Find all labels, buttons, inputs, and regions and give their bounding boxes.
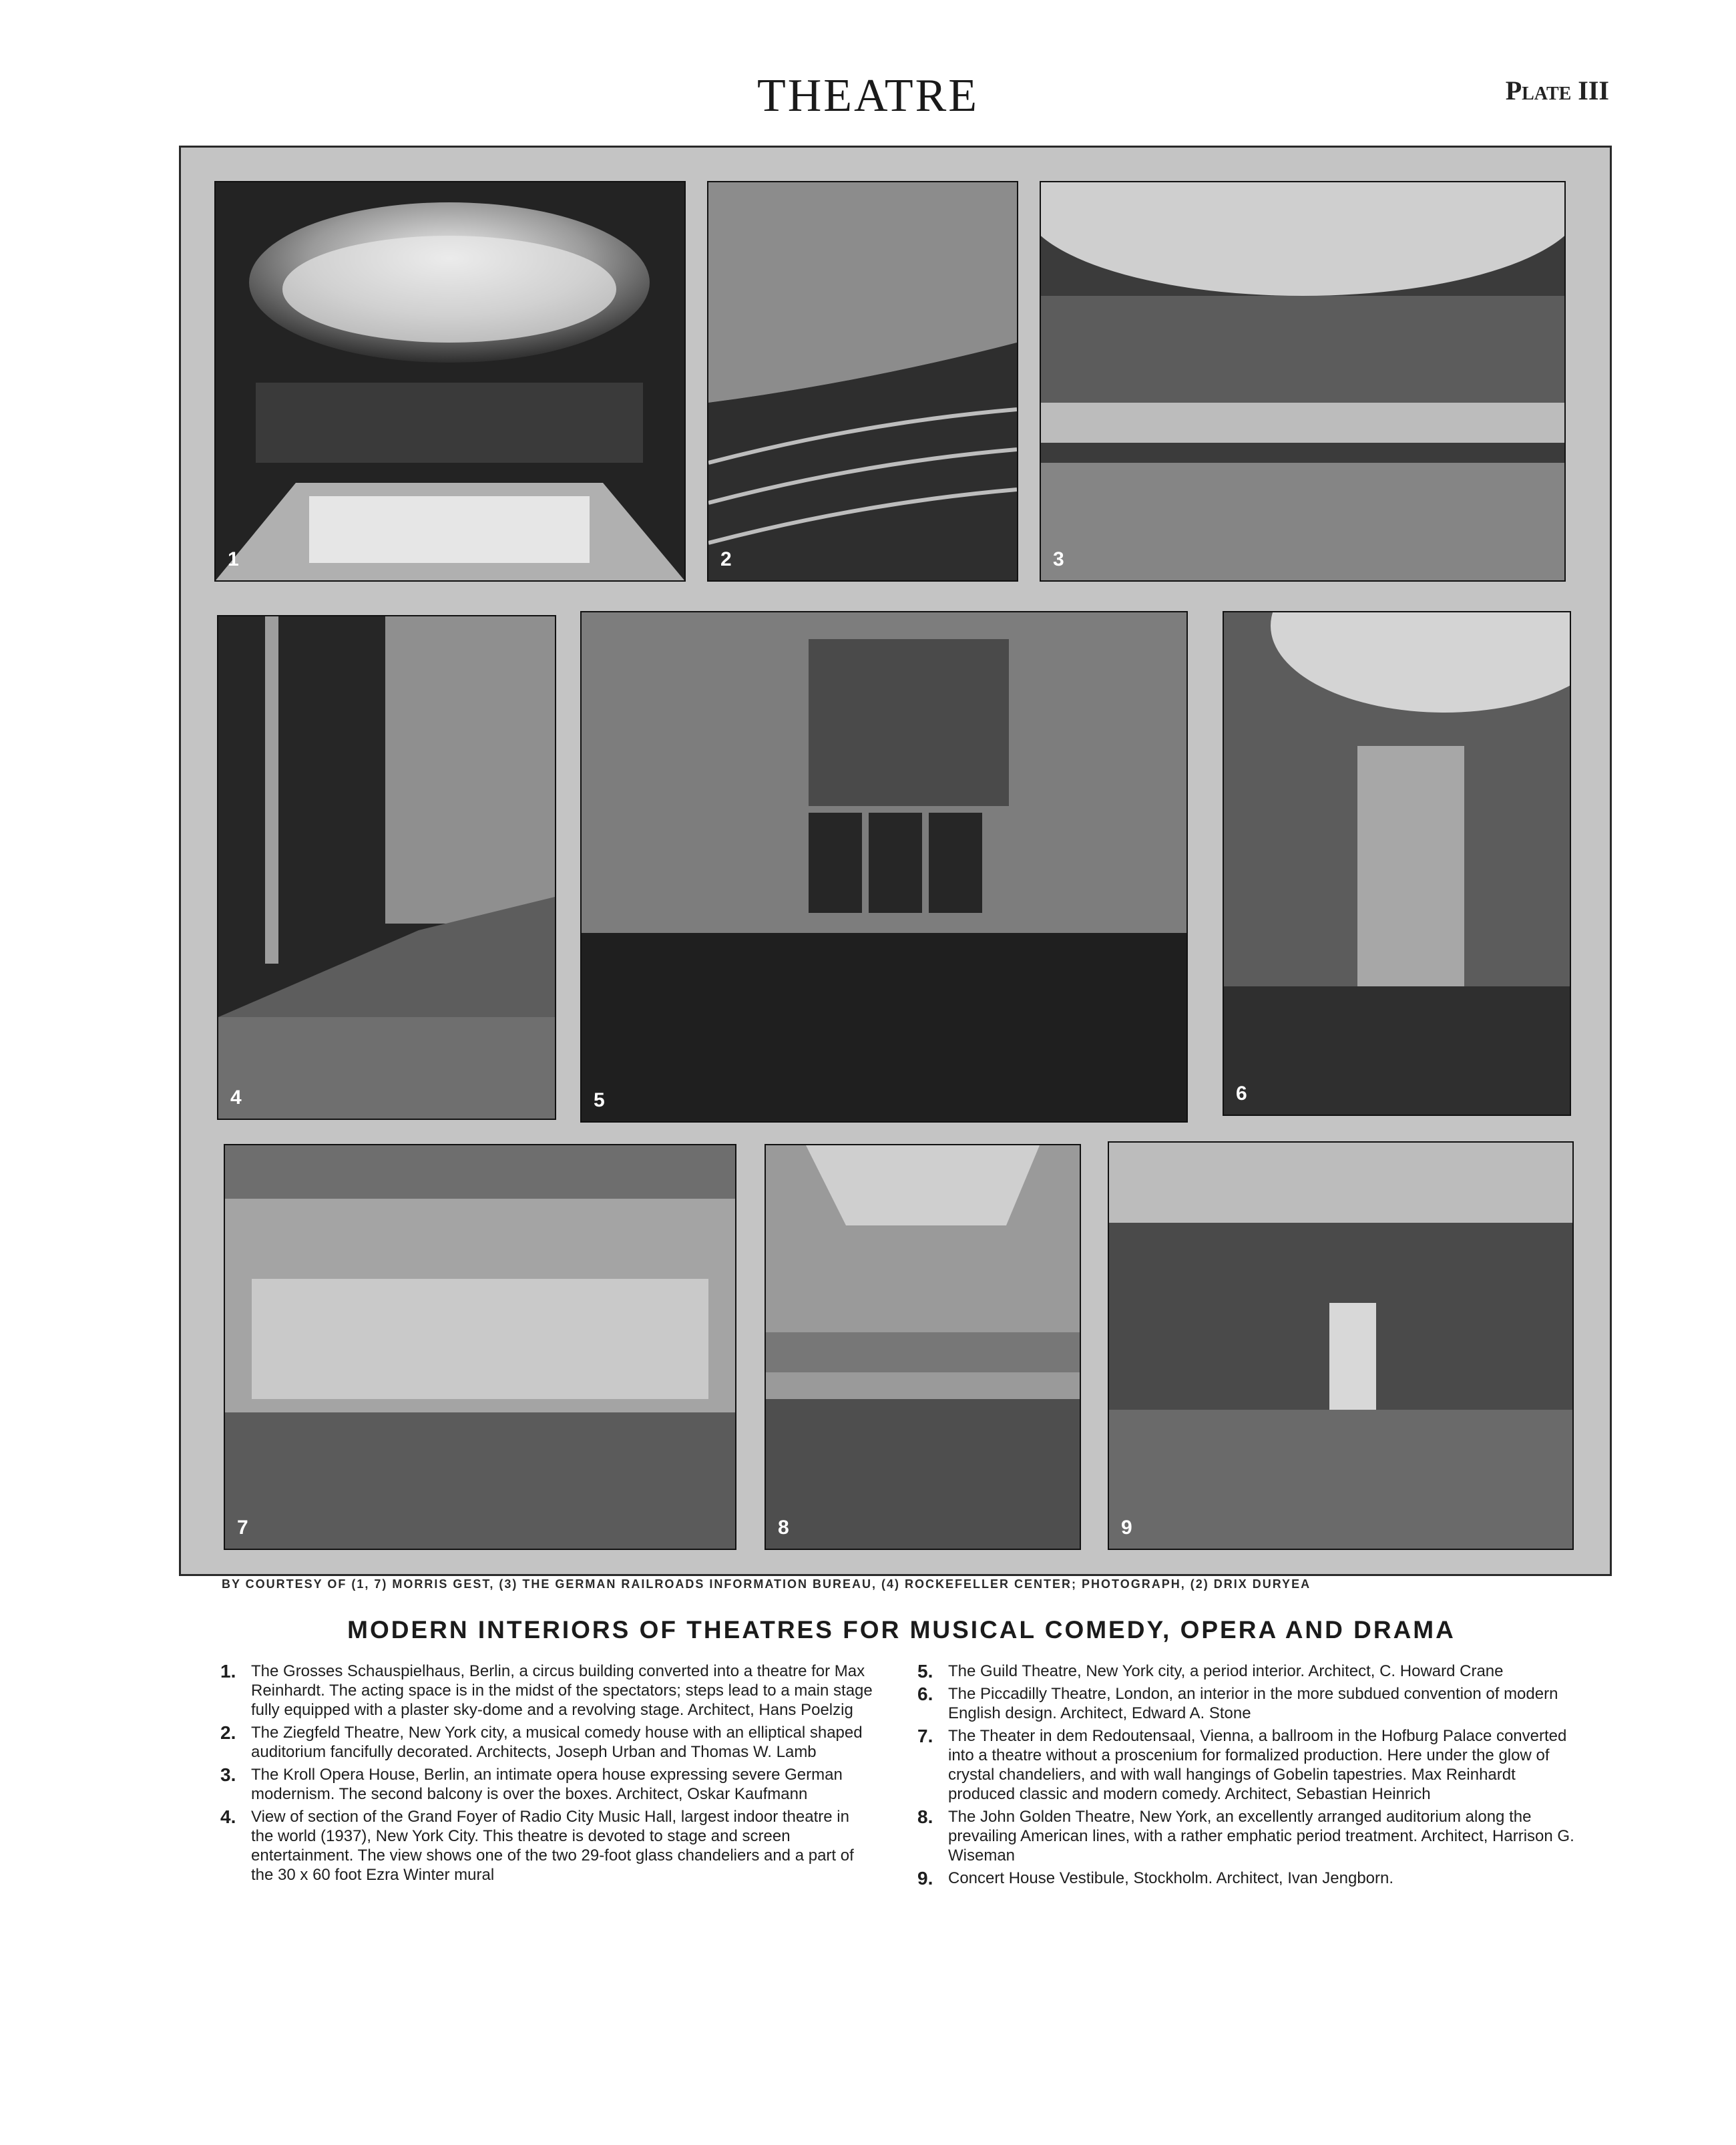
- kroll-opera-photo-icon: [1041, 182, 1564, 580]
- piccadilly-theatre-photo-icon: [1224, 612, 1570, 1115]
- caption-2: [220, 1723, 873, 1762]
- caption-number: 9.: [917, 1868, 933, 1889]
- captions-left: [220, 1662, 873, 1888]
- caption-number: 2.: [220, 1722, 236, 1743]
- ziegfeld-theatre-photo-icon: [708, 182, 1017, 580]
- photo-number: 2: [720, 548, 732, 570]
- caption-text: View of section of the Grand Foyer of Radio City Music Hall, largest indoor theatre in the world (1937), New York City. This theatre is devoted to stage and screen entertainment. The view shows one of the two 29-foot glass chandeliers and a part of the 30 x 60 foot Ezra Winter mural: [251, 1808, 854, 1884]
- plate-label: Plate III: [1505, 75, 1609, 106]
- caption-text: Concert House Vestibule, Stockholm. Architect, Ivan Jengborn.: [948, 1869, 1394, 1887]
- radio-city-foyer-photo-icon: [218, 616, 555, 1119]
- photo-number: 5: [594, 1089, 605, 1111]
- photo-number: 6: [1236, 1083, 1247, 1105]
- photo-2: [707, 181, 1018, 582]
- concert-house-vestibule-photo-icon: [1109, 1143, 1572, 1549]
- caption-number: 3.: [220, 1764, 236, 1785]
- caption-7: [917, 1726, 1578, 1804]
- photo-number: 1: [228, 548, 239, 570]
- photo-1: [214, 181, 686, 582]
- photo-5: [580, 611, 1188, 1123]
- photo-4: [217, 615, 556, 1120]
- grosses-schauspielhaus-photo-icon: [216, 182, 684, 580]
- caption-4: [220, 1807, 873, 1885]
- caption-9: [917, 1869, 1578, 1888]
- photo-number: 8: [778, 1517, 789, 1539]
- section-heading: MODERN INTERIORS OF THEATRES FOR MUSICAL COMEDY, OPERA AND DRAMA: [347, 1616, 1456, 1643]
- caption-number: 5.: [917, 1661, 933, 1682]
- caption-8: [917, 1807, 1578, 1865]
- photo-number: 4: [230, 1087, 242, 1109]
- photo-number: 3: [1053, 548, 1064, 570]
- page-title: THEATRE: [756, 70, 980, 122]
- caption-text: The Kroll Opera House, Berlin, an intimate opera house expressing severe German modernism. The second balcony is over the boxes. Architect, Oskar Kaufmann: [251, 1766, 843, 1803]
- caption-5: [917, 1662, 1578, 1681]
- caption-1: [220, 1662, 873, 1720]
- caption-number: 4.: [220, 1806, 236, 1827]
- photo-6: [1223, 611, 1571, 1116]
- caption-number: 6.: [917, 1684, 933, 1704]
- caption-text: The Theater in dem Redoutensaal, Vienna, a ballroom in the Hofburg Palace converted into a theatre without a proscenium for formalized production. Here under the glow of crystal chandeliers, and with wall hangings of Gobelin tapestries. Max Reinhardt produced classic and modern comedy. Architect, Sebastian Heinrich: [948, 1727, 1567, 1803]
- caption-text: The Grosses Schauspielhaus, Berlin, a circus building converted into a theatre for Max Reinhardt. The acting space is in the midst of the spectators; steps lead to a main stage fully equipped with a plaster sky-dome and a revolving stage. Architect, Hans Poelzig: [251, 1662, 873, 1719]
- redoutensaal-photo-icon: [225, 1145, 735, 1549]
- photo-number: 9: [1121, 1517, 1132, 1539]
- caption-number: 8.: [917, 1806, 933, 1827]
- caption-text: The Guild Theatre, New York city, a period interior. Architect, C. Howard Crane: [948, 1662, 1504, 1680]
- photo-credit: BY COURTESY OF (1, 7) MORRIS GEST, (3) THE GERMAN RAILROADS INFORMATION BUREAU, (4) ROCKEFELLER CENTER; PHOTOGRAPH, (2) DRIX DURYEA: [222, 1577, 1311, 1591]
- john-golden-theatre-photo-icon: [766, 1145, 1080, 1549]
- photo-3: [1040, 181, 1566, 582]
- photo-9: [1108, 1141, 1574, 1550]
- caption-number: 1.: [220, 1661, 236, 1682]
- captions-right: [917, 1662, 1578, 1891]
- guild-theatre-photo-icon: [582, 612, 1186, 1121]
- caption-text: The Ziegfeld Theatre, New York city, a musical comedy house with an elliptical shaped auditorium fancifully decorated. Architects, Joseph Urban and Thomas W. Lamb: [251, 1724, 863, 1761]
- photo-8: [765, 1144, 1081, 1550]
- caption-number: 7.: [917, 1726, 933, 1746]
- photo-7: [224, 1144, 736, 1550]
- photo-number: 7: [237, 1517, 248, 1539]
- photo-plate: [179, 146, 1612, 1576]
- caption-text: The Piccadilly Theatre, London, an interior in the more subdued convention of modern English design. Architect, Edward A. Stone: [948, 1685, 1558, 1722]
- caption-6: [917, 1684, 1578, 1723]
- caption-3: [220, 1765, 873, 1804]
- caption-text: The John Golden Theatre, New York, an excellently arranged auditorium along the prevailing American lines, with a rather emphatic period treatment. Architect, Harrison G. Wiseman: [948, 1808, 1574, 1865]
